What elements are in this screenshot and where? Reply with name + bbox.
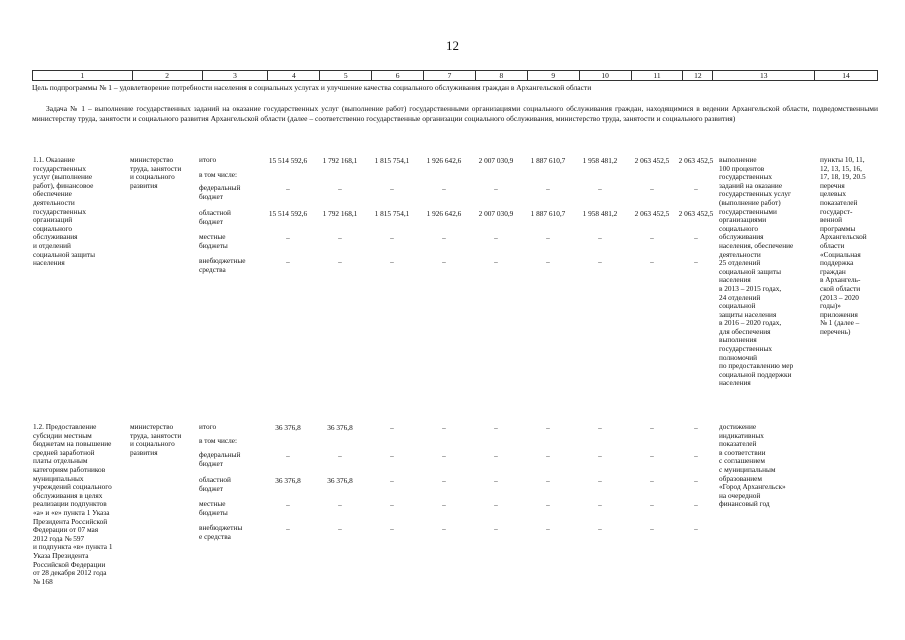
amount-cell: – [598, 451, 602, 460]
amount-cell: – [650, 257, 654, 266]
amount-cell: 1 926 642,6 [426, 209, 462, 218]
column-number: 4 [268, 71, 320, 80]
column-number: 11 [632, 71, 684, 80]
expected-result: выполнение 100 процентов государственных заданий на оказание государственных услуг (выполнение работ) государственными организациями социального обслуживания населения, обеспечение деятельности 25 отделений социальной защиты населения в 2013 – 2015 годах, 24 отделений социальной защиты населения в 2016 – 2020 годах, для обеспечения выполнения государственных полномочий по предоставлению мер социальной поддержки населения [719, 155, 794, 388]
amount-cell: – [494, 184, 498, 193]
amount-cell: – [338, 524, 342, 533]
amount-cell: – [650, 451, 654, 460]
amount-cell: 15 514 592,6 [268, 209, 308, 218]
column-number: 12 [683, 71, 713, 80]
amount-cell: – [442, 524, 446, 533]
amount-cell: – [694, 257, 698, 266]
amount-cell: – [598, 184, 602, 193]
source-label: в том числе: [199, 436, 238, 445]
amount-cell: 2 063 452,5 [678, 209, 714, 218]
amount-cell: 36 376,8 [327, 423, 353, 432]
amount-cell: – [442, 500, 446, 509]
column-number: 10 [580, 71, 632, 80]
activity-name: 1.1. Оказание государственных услуг (выполнение работ), финансовое обеспечение деятельности государственных организаций социального обслуживания и отделений социальной защиты населения [33, 155, 95, 268]
amount-cell: – [546, 257, 550, 266]
amount-cell: 2 063 452,5 [634, 209, 670, 218]
amount-cell: – [546, 184, 550, 193]
amount-cell: – [494, 233, 498, 242]
amount-cell: – [390, 524, 394, 533]
amount-cell: – [442, 257, 446, 266]
amount-cell: – [494, 524, 498, 533]
amount-cell: – [286, 451, 290, 460]
amount-cell: – [286, 184, 290, 193]
amount-cell: – [546, 500, 550, 509]
program-goal: Цель подпрограммы № 1 – удовлетворение потребности населения в социальных услугах и улучшение качества социального обслуживания граждан в Архангельской области [32, 83, 592, 92]
source-label: федеральный бюджет [199, 450, 241, 468]
amount-cell: 1 792 168,1 [322, 156, 358, 165]
amount-cell: – [650, 423, 654, 432]
amount-cell: – [694, 423, 698, 432]
column-number: 14 [842, 71, 850, 80]
amount-cell: – [694, 233, 698, 242]
task-description: Задача № 1 – выполнение государственных заданий на оказание государственных услуг (выполнение работ) государственными организациями социального обслуживания граждан, находящимися в ведении Архангельской области, подведомственными министерству труда, занятости и социального развития Архангельской области (далее – соответственно государственные организации социального обслуживания, министерство труда, занятости и социального развития) [32, 104, 878, 123]
amount-cell: – [442, 184, 446, 193]
amount-cell: – [286, 500, 290, 509]
amount-cell: – [650, 184, 654, 193]
source-label: федеральный бюджет [199, 183, 241, 201]
amount-cell: – [598, 476, 602, 485]
amount-cell: – [694, 451, 698, 460]
amount-cell: – [598, 233, 602, 242]
column-numbers-header [32, 70, 878, 81]
amount-cell: – [390, 451, 394, 460]
column-number: 7 [424, 71, 476, 80]
amount-cell: – [338, 184, 342, 193]
amount-cell: – [494, 476, 498, 485]
amount-cell: – [650, 233, 654, 242]
amount-cell: – [494, 451, 498, 460]
amount-cell: – [390, 476, 394, 485]
amount-cell: 36 376,8 [327, 476, 353, 485]
amount-cell: – [286, 257, 290, 266]
amount-cell: – [442, 423, 446, 432]
amount-cell: 36 376,8 [275, 423, 301, 432]
amount-cell: – [694, 184, 698, 193]
amount-cell: – [442, 451, 446, 460]
column-number: 6 [372, 71, 424, 80]
amount-cell: 2 007 030,9 [478, 209, 514, 218]
amount-cell: 15 514 592,6 [268, 156, 308, 165]
amount-cell: 36 376,8 [275, 476, 301, 485]
amount-cell: – [286, 524, 290, 533]
amount-cell: 1 958 481,2 [582, 156, 618, 165]
amount-cell: – [338, 257, 342, 266]
amount-cell: 1 792 168,1 [322, 209, 358, 218]
source-label: итого [199, 422, 217, 431]
amount-cell: 1 815 754,1 [374, 209, 410, 218]
target-indicators-link: пункты 10, 11, 12, 13, 15, 16, 17, 18, 19, 20.5 перечня целевых показателей государст- венной программы Архангельской области «Социальная поддержка граждан в Архангель- ской области (2013 – 2020 годы)» приложения № 1 (далее – перечень) [820, 155, 867, 336]
amount-cell: – [390, 233, 394, 242]
expected-result: достижение индикативных показателей в соответствии с соглашением с муниципальным образованием «Город Архангельск» на очередной финансовый год [719, 422, 786, 509]
amount-cell: – [442, 476, 446, 485]
column-number: 3 [203, 71, 269, 80]
amount-cell: – [338, 451, 342, 460]
amount-cell: – [494, 500, 498, 509]
amount-cell: – [598, 500, 602, 509]
amount-cell: – [390, 423, 394, 432]
amount-cell: 1 815 754,1 [374, 156, 410, 165]
amount-cell: 1 958 481,2 [582, 209, 618, 218]
source-label: итого [199, 155, 217, 164]
amount-cell: – [694, 524, 698, 533]
amount-cell: – [494, 257, 498, 266]
amount-cell: – [494, 423, 498, 432]
column-number: 13 [713, 71, 815, 80]
amount-cell: 2 063 452,5 [634, 156, 670, 165]
amount-cell: – [598, 423, 602, 432]
column-number: 9 [528, 71, 580, 80]
executor: министерство труда, занятости и социального развития [130, 155, 182, 190]
amount-cell: – [390, 184, 394, 193]
source-label: областной бюджет [199, 208, 231, 226]
amount-cell: – [546, 423, 550, 432]
amount-cell: – [390, 257, 394, 266]
amount-cell: – [598, 524, 602, 533]
source-label: внебюджетные средства [199, 256, 246, 274]
amount-cell: – [286, 233, 290, 242]
column-number: 2 [133, 71, 203, 80]
amount-cell: 1 887 610,7 [530, 156, 566, 165]
amount-cell: 1 887 610,7 [530, 209, 566, 218]
source-label: областной бюджет [199, 475, 231, 493]
amount-cell: – [442, 233, 446, 242]
executor: министерство труда, занятости и социального развития [130, 422, 182, 457]
column-number: 1 [33, 71, 133, 80]
amount-cell: – [694, 500, 698, 509]
amount-cell: 2 063 452,5 [678, 156, 714, 165]
amount-cell: – [546, 476, 550, 485]
source-label: в том числе: [199, 170, 238, 179]
amount-cell: – [650, 476, 654, 485]
amount-cell: – [694, 476, 698, 485]
amount-cell: – [546, 524, 550, 533]
column-number: 5 [320, 71, 372, 80]
amount-cell: – [546, 451, 550, 460]
amount-cell: – [598, 257, 602, 266]
column-number: 8 [476, 71, 528, 80]
amount-cell: – [338, 233, 342, 242]
amount-cell: – [650, 524, 654, 533]
page-number: 12 [446, 38, 459, 53]
amount-cell: – [650, 500, 654, 509]
source-label: местные бюджеты [199, 232, 228, 250]
amount-cell: – [338, 500, 342, 509]
amount-cell: – [390, 500, 394, 509]
source-label: местные бюджеты [199, 499, 228, 517]
source-label: внебюджетны е средства [199, 523, 243, 541]
activity-name: 1.2. Предоставление субсидии местным бюджетам на повышение средней заработной платы отдельным категориям работников муниципальных учреждений социального обслуживания в целях реализации подпунктов «а» и «е» пункта 1 Указа Президента Российской Федерации от 07 мая 2012 года № 597 и подпункта «в» пункта 1 Указа Президента Российской Федерации от 28 декабря 2012 года № 168 [33, 422, 113, 586]
amount-cell: 1 926 642,6 [426, 156, 462, 165]
amount-cell: – [546, 233, 550, 242]
amount-cell: 2 007 030,9 [478, 156, 514, 165]
